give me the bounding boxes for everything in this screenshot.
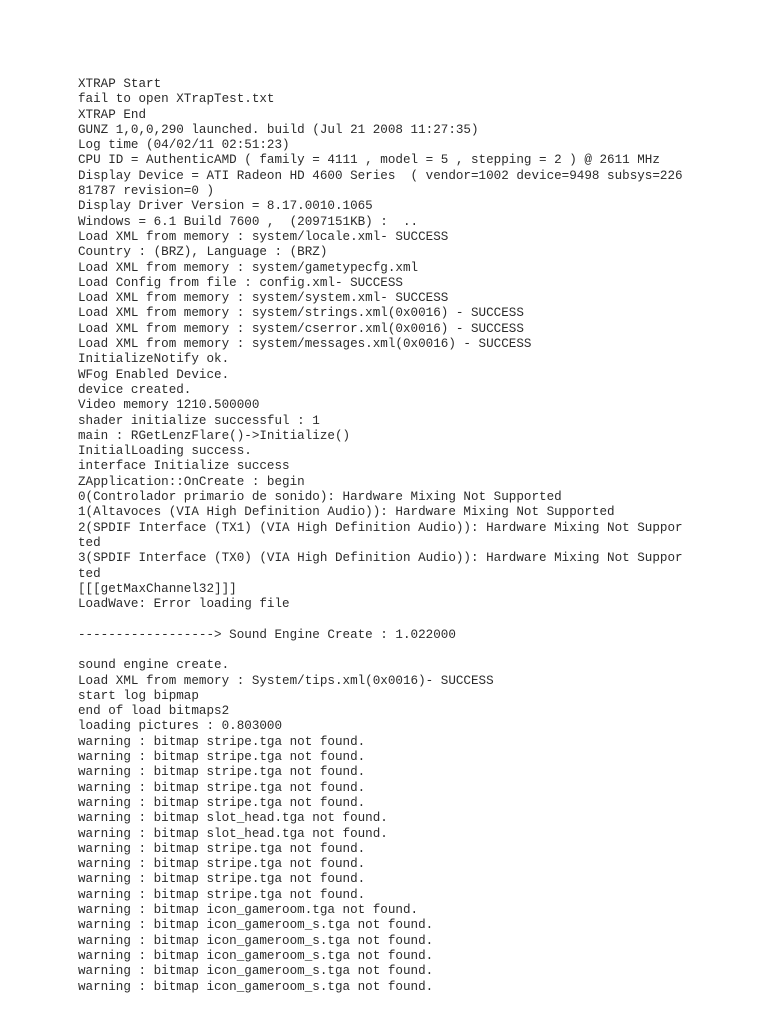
- log-line: 3(SPDIF Interface (TX0) (VIA High Definition Audio)): Hardware Mixing Not Suppor: [78, 551, 683, 566]
- log-line: Load XML from memory : system/strings.xml(0x0016) - SUCCESS: [78, 306, 524, 321]
- log-line: ------------------> Sound Engine Create : 1.022000: [78, 627, 456, 642]
- log-line: ted: [78, 566, 101, 581]
- log-line: [[[getMaxChannel32]]]: [78, 581, 237, 596]
- log-line: warning : bitmap stripe.tga not found.: [78, 765, 366, 780]
- log-line: InitializeNotify ok.: [78, 352, 230, 367]
- log-line: loading pictures : 0.803000: [78, 719, 283, 734]
- log-line: XTRAP Start: [78, 77, 162, 91]
- log-line: warning : bitmap icon_gameroom_s.tga not found.: [78, 918, 434, 933]
- log-line: warning : bitmap stripe.tga not found.: [78, 841, 366, 856]
- log-line: Load XML from memory : system/cserror.xml(0x0016) - SUCCESS: [78, 321, 524, 336]
- log-line: warning : bitmap slot_head.tga not found.: [78, 826, 388, 841]
- log-line: warning : bitmap icon_gameroom_s.tga not found.: [78, 933, 434, 948]
- log-line: ZApplication::OnCreate : begin: [78, 474, 305, 489]
- log-line: warning : bitmap stripe.tga not found.: [78, 857, 366, 872]
- log-line: warning : bitmap stripe.tga not found.: [78, 734, 366, 749]
- log-line: Load XML from memory : system/messages.xml(0x0016) - SUCCESS: [78, 337, 532, 352]
- log-line: start log bipmap: [78, 688, 199, 703]
- log-line: Load XML from memory : system/locale.xml- SUCCESS: [78, 229, 449, 244]
- log-line: GUNZ 1,0,0,290 launched. build (Jul 21 2008 11:27:35): [78, 122, 479, 137]
- log-line: warning : bitmap stripe.tga not found.: [78, 780, 366, 795]
- log-line: 81787 revision=0 ): [78, 184, 215, 199]
- log-line: WFog Enabled Device.: [78, 367, 230, 382]
- log-line: warning : bitmap slot_head.tga not found.: [78, 811, 388, 826]
- log-line: warning : bitmap icon_gameroom.tga not found.: [78, 903, 419, 918]
- log-line: 0(Controlador primario de sonido): Hardware Mixing Not Supported: [78, 490, 562, 505]
- log-line: sound engine create.: [78, 658, 230, 673]
- log-line: shader initialize successful : 1: [78, 413, 320, 428]
- log-line: [78, 612, 758, 627]
- log-line: warning : bitmap icon_gameroom_s.tga not found.: [78, 979, 434, 994]
- log-text: [78, 77, 758, 995]
- log-line: LoadWave: Error loading file: [78, 597, 290, 612]
- log-line: CPU ID = AuthenticAMD ( family = 4111 , model = 5 , stepping = 2 ) @ 2611 MHz: [78, 153, 660, 168]
- log-line: ted: [78, 535, 101, 550]
- log-line: warning : bitmap stripe.tga not found.: [78, 872, 366, 887]
- log-line: warning : bitmap stripe.tga not found.: [78, 887, 366, 902]
- log-line: Windows = 6.1 Build 7600 , (2097151KB) : ..: [78, 214, 419, 229]
- log-line: Load Config from file : config.xml- SUCCESS: [78, 275, 403, 290]
- log-line: warning : bitmap icon_gameroom_s.tga not found.: [78, 964, 434, 979]
- log-line: Display Device = ATI Radeon HD 4600 Series ( vendor=1002 device=9498 subsys=226: [78, 168, 683, 183]
- log-line: interface Initialize success: [78, 459, 290, 474]
- log-line: warning : bitmap icon_gameroom_s.tga not found.: [78, 948, 434, 963]
- log-line: Video memory 1210.500000: [78, 398, 260, 413]
- log-line: XTRAP End: [78, 107, 147, 122]
- log-line: Load XML from memory : System/tips.xml(0x0016)- SUCCESS: [78, 673, 494, 688]
- log-line: 1(Altavoces (VIA High Definition Audio)): Hardware Mixing Not Supported: [78, 505, 615, 520]
- log-line: warning : bitmap stripe.tga not found.: [78, 795, 366, 810]
- log-line: Display Driver Version = 8.17.0010.1065: [78, 199, 373, 214]
- log-line: Load XML from memory : system/gametypecfg.xml: [78, 260, 419, 275]
- log-line: end of load bitmaps2: [78, 704, 230, 719]
- log-line: device created.: [78, 382, 192, 397]
- log-line: main : RGetLenzFlare()->Initialize(): [78, 428, 351, 443]
- log-line: InitialLoading success.: [78, 444, 252, 459]
- log-line: fail to open XTrapTest.txt: [78, 92, 275, 107]
- log-line: [78, 643, 758, 658]
- log-line: Country : (BRZ), Language : (BRZ): [78, 245, 328, 260]
- log-line: Log time (04/02/11 02:51:23): [78, 138, 290, 153]
- log-line: Load XML from memory : system/system.xml- SUCCESS: [78, 291, 449, 306]
- log-line: 2(SPDIF Interface (TX1) (VIA High Definition Audio)): Hardware Mixing Not Suppor: [78, 520, 683, 535]
- log-line: warning : bitmap stripe.tga not found.: [78, 750, 366, 765]
